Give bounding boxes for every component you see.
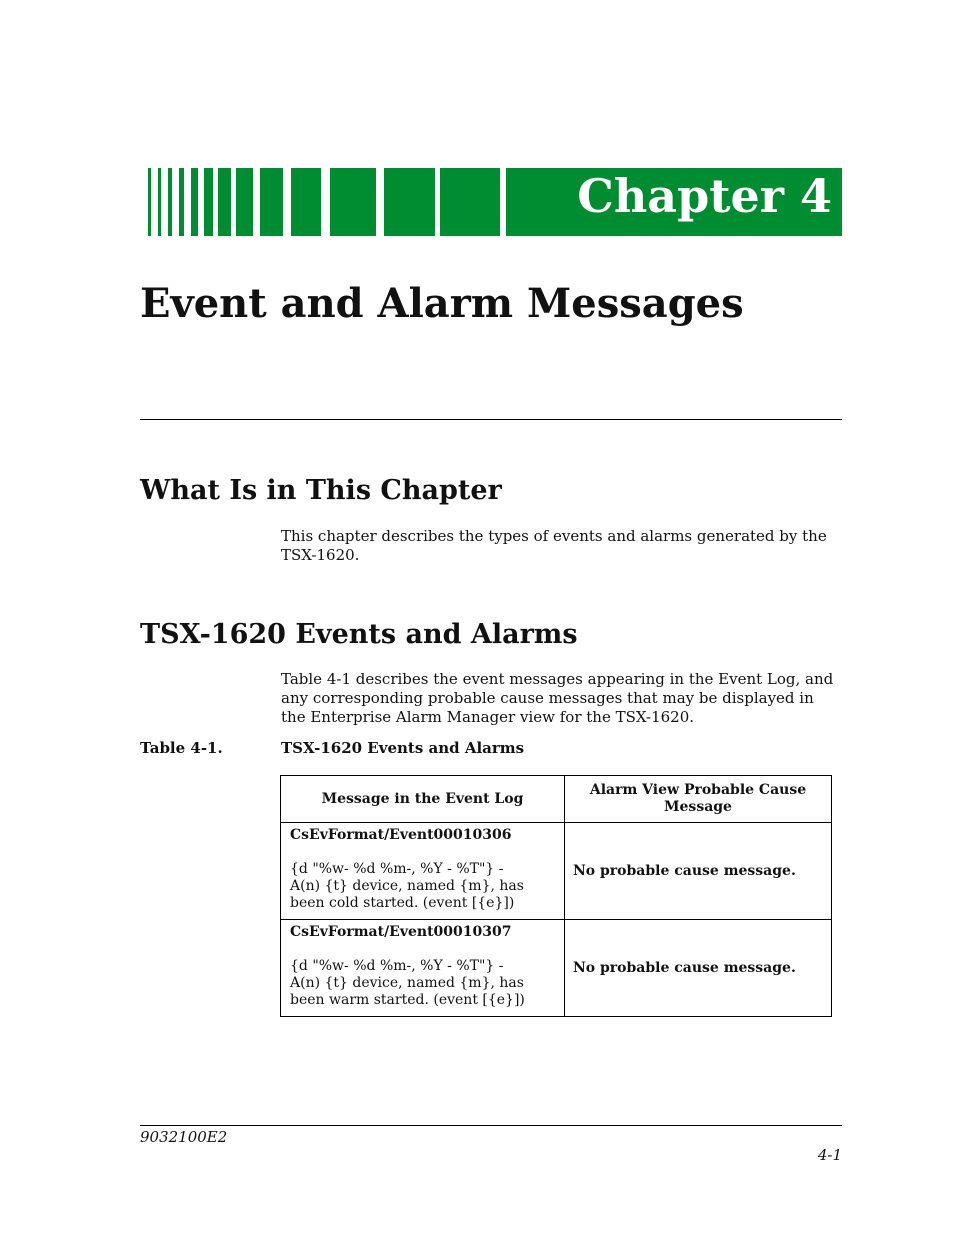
chapter-label: Chapter 4 — [577, 169, 832, 223]
banner-stripe — [440, 168, 500, 236]
probable-cause-cell: No probable cause message. — [565, 920, 832, 1017]
banner-stripe — [236, 168, 253, 236]
section-divider — [140, 419, 842, 420]
table-header-row — [281, 776, 832, 823]
table-caption-title: TSX-1620 Events and Alarms — [281, 739, 525, 757]
footer-divider — [140, 1125, 842, 1126]
banner-stripe — [191, 168, 198, 236]
footer-doc-number: 9032100E2 — [140, 1128, 228, 1146]
table-header-event-log: Message in the Event Log — [281, 776, 565, 823]
page-title: Event and Alarm Messages — [140, 280, 744, 327]
event-log-cell — [281, 920, 565, 1017]
banner-stripe — [291, 168, 321, 236]
banner-stripe — [330, 168, 376, 236]
banner-stripe — [179, 168, 184, 236]
section-body-what-is-in-chapter: This chapter describes the types of events and alarms generated by the TSX-1620. — [281, 527, 827, 564]
event-description: A(n) {t} device, named {m}, has been warm started. (event [{e}]) — [290, 975, 525, 1008]
footer-page-number: 4-1 — [817, 1146, 842, 1164]
table-caption-number: Table 4-1. — [140, 739, 223, 757]
banner-stripe — [158, 168, 161, 236]
section-heading-events-alarms: TSX-1620 Events and Alarms — [140, 619, 578, 650]
banner-stripe — [204, 168, 213, 236]
banner-stripe — [168, 168, 172, 236]
event-id: CsEvFormat/Event00010307 — [290, 924, 512, 940]
table-header-probable-cause: Alarm View Probable Cause Message — [565, 776, 832, 823]
section-heading-what-is-in-chapter: What Is in This Chapter — [140, 475, 502, 506]
events-table — [280, 775, 832, 1017]
probable-cause-cell: No probable cause message. — [565, 823, 832, 920]
event-format: {d "%w- %d %m-, %Y - %T"} - — [290, 958, 504, 974]
table-row — [281, 823, 832, 920]
event-log-cell — [281, 823, 565, 920]
table-row — [281, 920, 832, 1017]
section-body-events-alarms: Table 4-1 describes the event messages appearing in the Event Log, and any corresponding probable cause messages that may be displayed in the Enterprise Alarm Manager view for the TSX-1620. — [281, 670, 834, 726]
event-id: CsEvFormat/Event00010306 — [290, 827, 512, 843]
banner-stripe — [384, 168, 435, 236]
chapter-label-box — [506, 168, 842, 236]
banner-stripe — [260, 168, 283, 236]
banner-stripe — [148, 168, 151, 236]
banner-stripe — [218, 168, 231, 236]
chapter-banner — [148, 168, 842, 236]
event-format: {d "%w- %d %m-, %Y - %T"} - — [290, 861, 504, 877]
event-description: A(n) {t} device, named {m}, has been cold started. (event [{e}]) — [290, 878, 524, 911]
